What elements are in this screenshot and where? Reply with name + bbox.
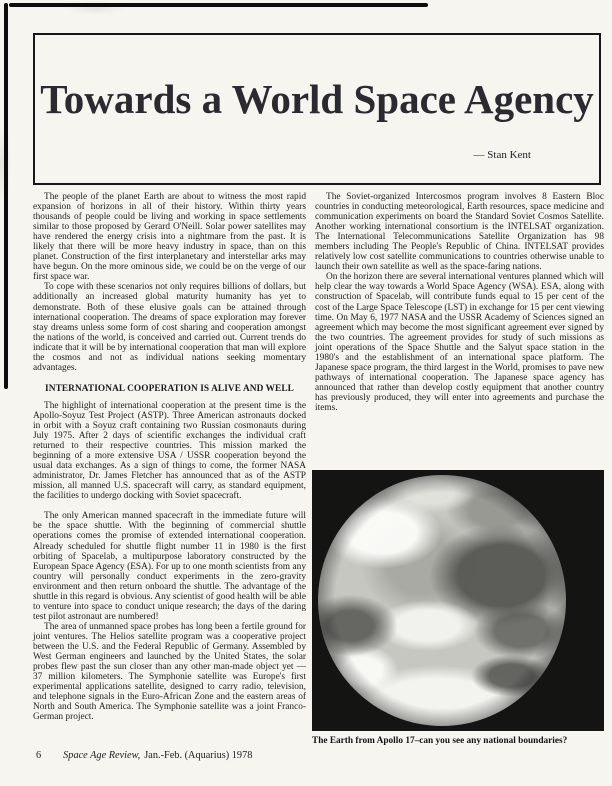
page-number: 6 [36, 750, 42, 761]
paragraph: To cope with these scenarios not only requires billions of dollars, but additionally an increased global maturity humanity has yet to demonstrate. Both of these elusive goals can be attained through international cooperation. The dreams of space exploration may forever stay dreams unless some form of cost sharing and cooperation amongst the nations of the world, is conceived and carried out. Current trends do indicate that it will be by international cooperation that man will explore the cosmos and not as individual nations seeking momentary advantages. [33, 282, 306, 373]
issue-date: Jan.-Feb. (Aquarius) 1978 [144, 750, 253, 761]
paragraph: The area of unmanned space probes has long been a fertile ground for joint ventures. The Helios satellite program was a cooperative project between the U.S. and the Federal Republic of Germany. Assembled by West German engineers and launched by the United States, the solar probes flew past the sun closer than any other man-made object yet — 37 million kilometers. The Symphonie satellite was Europe's first experimental applications satellite, designed to carry radio, television, and telephone signals in the Euro-African Zone and the eastern areas of North and South America. The Symphonie satellite was a joint Franco-German project. [33, 621, 306, 723]
photo-caption: The Earth from Apollo 17–can you see any national boundaries? [312, 736, 568, 746]
paragraph: The highlight of international cooperation at the present time is the Apollo-Soyuz Test Project (ASTP). Three American astronauts docked in orbit with a Soyuz craft containing two Russian cosmonauts during July 1975. After 2 days of scientific exchanges the individual craft returned to their respective countries. This mission marked the beginning of a more extensive USA / USSR cooperation beyond the usual data exchanges. As a sign of things to come, the former NASA administrator, Dr. James Fletcher has announced that as of the ASTP mission, all manned U.S. spacecraft will carry, as standard equipment, the facilities to undergo docking with Soviet spacecraft. [33, 400, 306, 502]
section-heading: INTERNATIONAL COOPERATION IS ALIVE AND WELL [45, 383, 294, 394]
article-title-banner [33, 33, 601, 185]
earth-globe-image [318, 475, 566, 726]
scan-artifact-top-edge [9, 3, 428, 7]
article-title: Towards a World Space Agency [40, 76, 594, 122]
paragraph: On the horizon there are several international ventures planned which will help clear the way towards a World Space Agency (WSA). ESA, along with construction of Spacelab, will contribute funds equal to 15 per cent of the cost of the Large Space Telescope (LST) in exchange for 15 per cent viewing time. On May 6, 1977 NASA and the USSR Academy of Sciences signed an agreement which may become the most significant agreement ever signed by the two countries. The agreement provides for study of such missions as joint operations of the Space Shuttle and the Salyut space station in the 1980's and the establishment of an international space platform. The Japanese space program, the third largest in the World, promises to pave new pathways of international cooperation. The Japanese space agency has announced that rather than develop costly equipment that another country has previously produced, they will enter into agreements and purchase the items. [315, 272, 604, 413]
paragraph: The people of the planet Earth are about to witness the most rapid expansion of horizons in all of their history. Within thirty years thousands of people could be living and working in space settlements similar to those proposed by Gerard O'Neill. Solar power satellites may have rendered the energy crisis into a nightmare from the past. It is likely that there will be more heavy industry in space, than on this planet. Construction of the first interplanetary and interstellar arks may have begun. On the more ominous side, we could be on the verge of our first space war. [33, 192, 306, 283]
right-column [315, 192, 604, 413]
paragraph: The only American manned spacecraft in the immediate future will be the space shuttle. With the beginning of commercial shuttle operations comes the promise of extended international cooperation. Already scheduled for shuttle flight number 11 in 1980 is the first orbiting of Spacelab, a multipurpose laboratory constructed by the European Space Agency (ESA). For up to one month scientists from any country will personally conduct experiments in the zero-gravity environment and then return onboard the shuttle. The advantage of the shuttle in this regard is obvious. Any scientist of good health will be able to venture into space to conduct unique research; the days of the daring test pilot astronaut are numbered! [33, 511, 306, 622]
scan-artifact-left-edge [4, 3, 8, 389]
earth-photo [312, 470, 604, 731]
left-column [33, 192, 306, 722]
page-footer [36, 750, 252, 761]
publication-title: Space Age Review, [63, 750, 141, 761]
article-byline: — Stan Kent [473, 149, 531, 161]
paragraph: The Soviet-organized Intercosmos program involves 8 Eastern Bloc countries in conducting meteorological, Earth resources, space medicine and communication experiments on board the Standard Soviet Cosmos Satellite. Another working international consortium is the INTELSAT organization. The International Telecommunications Satellite Organization has 98 members including The People's Republic of China. INTELSAT provides relatively low cost satellite communications to countries otherwise unable to launch their own satellite as well as the space-faring nations. [315, 192, 604, 273]
